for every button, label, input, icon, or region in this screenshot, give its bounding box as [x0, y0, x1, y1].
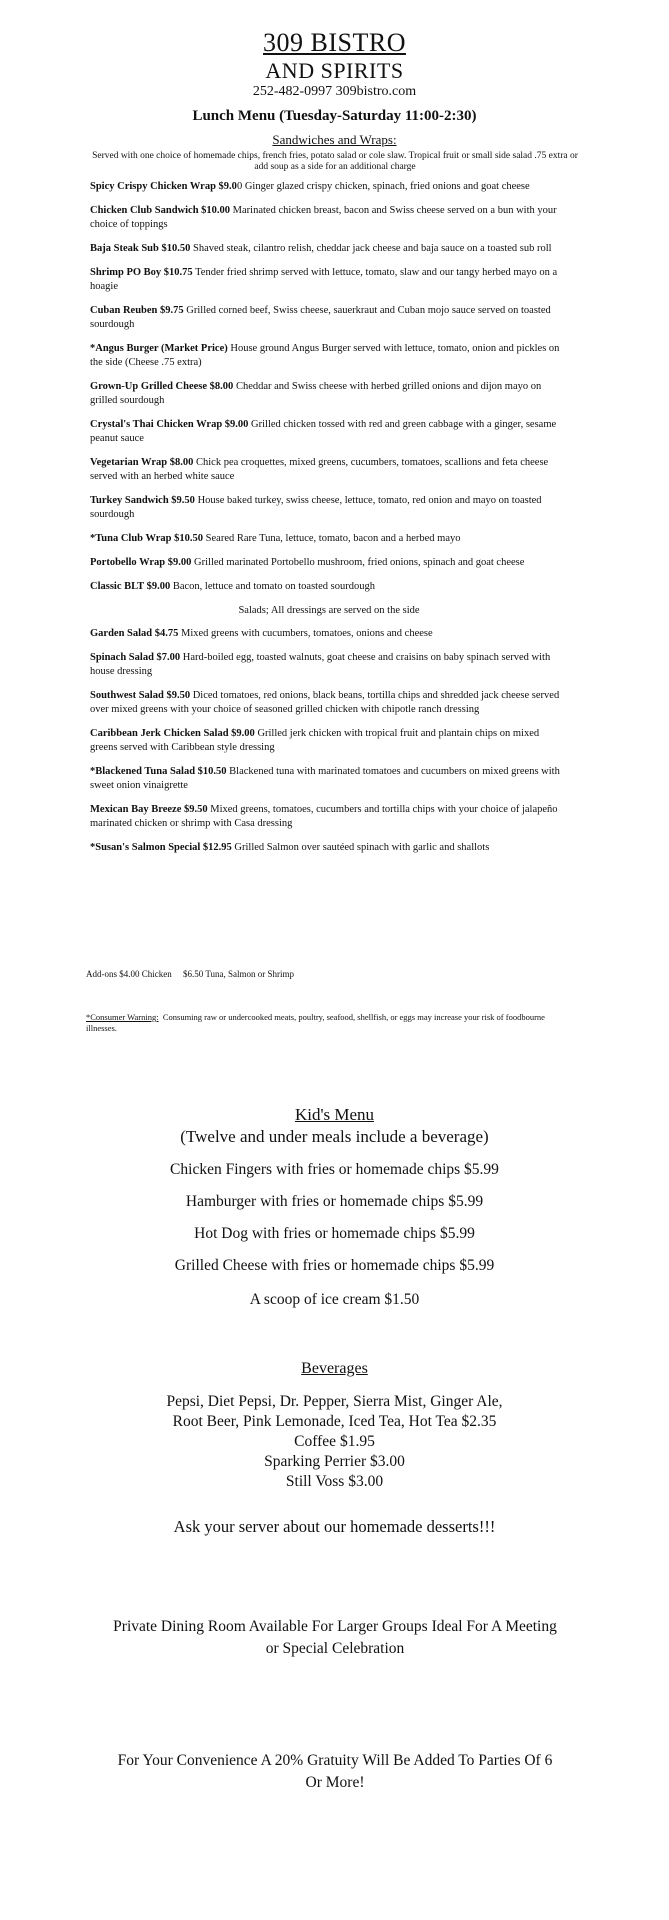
menu-item — [90, 380, 568, 408]
menu-item-description: Grilled chicken tossed with red and green cabbage with a ginger, sesame peanut sauce — [90, 419, 557, 444]
restaurant-name: 309 BISTRO — [263, 28, 406, 57]
desserts-note: Ask your server about our homemade desserts!!! — [173, 1517, 496, 1536]
menu-item-description: Cheddar and Swiss cheese with herbed grilled onions and dijon mayo on grilled sourdough — [90, 381, 542, 406]
gratuity-note: For Your Convenience A 20% Gratuity Will Be Added To Parties Of 6 Or More! — [117, 1752, 553, 1791]
beverage-line: Coffee $1.95 — [294, 1433, 375, 1450]
menu-item-name: Turkey Sandwich $9.50 — [90, 495, 195, 506]
consumer-warning — [86, 1012, 571, 1034]
addons-line: Add-ons $4.00 Chicken $6.50 Tuna, Salmon or Shrimp — [86, 969, 295, 979]
menu-item-name: Portobello Wrap $9.00 — [90, 557, 192, 568]
menu-item-description: Marinated chicken breast, bacon and Swiss cheese served on a bun with your choice of toppings — [90, 205, 557, 230]
menu-items — [90, 180, 568, 865]
menu-item — [90, 494, 568, 522]
menu-item-name: Grown-Up Grilled Cheese $8.00 — [90, 381, 234, 392]
menu-item — [90, 204, 568, 232]
menu-item-description: Grilled Salmon over sautéed spinach with garlic and shallots — [231, 842, 490, 853]
menu-item — [90, 456, 568, 484]
menu-item-description: Grilled jerk chicken with tropical fruit and plantain chips on mixed greens served with Caribbean style dressing — [90, 728, 540, 753]
menu-item-name: *Susan's Salmon Special $12.95 — [90, 842, 232, 853]
menu-item — [90, 266, 568, 294]
menu-item-description: Mixed greens with cucumbers, tomatoes, onions and cheese — [178, 628, 433, 639]
kids-item: Grilled Cheese with fries or homemade chips $5.99 — [174, 1257, 495, 1274]
menu-item — [90, 841, 568, 855]
beverage-line: Sparking Perrier $3.00 — [264, 1453, 405, 1470]
menu-item-name: Baja Steak Sub $10.50 — [90, 243, 191, 254]
menu-item-description: House baked turkey, swiss cheese, lettuce, tomato, red onion and mayo on toasted sourdough — [90, 495, 542, 520]
menu-item-name: *Angus Burger (Market Price) — [90, 343, 228, 354]
menu-item — [90, 627, 568, 641]
salads-heading: Salads; All dressings are served on the side — [238, 605, 420, 616]
menu-item-description: House ground Angus Burger served with lettuce, tomato, onion and pickles on the side (Cheese .75 extra) — [90, 343, 560, 368]
menu-item — [90, 532, 568, 546]
menu-item-description: Bacon, lettuce and tomato on toasted sourdough — [170, 581, 375, 592]
menu-item-description: Chick pea croquettes, mixed greens, cucumbers, tomatoes, scallions and feta cheese served with an herbed white sauce — [90, 457, 549, 482]
served-with-note: Served with one choice of homemade chips, french fries, potato salad or cole slaw. Tropical fruit or small side salad .75 extra or add soup as a side for an additional charge — [92, 151, 578, 172]
menu-item-name: Vegetarian Wrap $8.00 — [90, 457, 194, 468]
beverage-line: Pepsi, Diet Pepsi, Dr. Pepper, Sierra Mist, Ginger Ale, — [166, 1393, 503, 1410]
kids-item: Hamburger with fries or homemade chips $5.99 — [185, 1193, 484, 1210]
menu-item-name: Spicy Crispy Chicken Wrap $9.0 — [90, 181, 237, 192]
menu-item-name: Cuban Reuben $9.75 — [90, 305, 184, 316]
menu-item-description: 0 Ginger glazed crispy chicken, spinach, fried onions and goat cheese — [236, 181, 530, 192]
menu-item — [90, 180, 568, 194]
menu-item-description: Shaved steak, cilantro relish, cheddar jack cheese and baja sauce on a toasted sub roll — [190, 243, 552, 254]
private-dining-note: Private Dining Room Available For Larger Groups Ideal For A Meeting or Special Celebration — [113, 1618, 557, 1657]
menu-item-description: Diced tomatoes, red onions, black beans, tortilla chips and shredded jack cheese served over mixed greens with your choice of seasoned grilled chicken with chipotle ranch dressing — [90, 690, 560, 715]
menu-item-name: Southwest Salad $9.50 — [90, 690, 191, 701]
menu-item-name: Shrimp PO Boy $10.75 — [90, 267, 193, 278]
sandwich-list — [90, 180, 568, 594]
menu-item-name: Caribbean Jerk Chicken Salad $9.00 — [90, 728, 255, 739]
menu-item-description: Grilled corned beef, Swiss cheese, sauerkraut and Cuban mojo sauce served on toasted sourdough — [90, 305, 551, 330]
menu-item — [90, 556, 568, 570]
beverage-line: Root Beer, Pink Lemonade, Iced Tea, Hot Tea $2.35 — [172, 1413, 497, 1430]
kids-menu — [0, 1105, 669, 1309]
sandwiches-heading: Sandwiches and Wraps: — [272, 132, 397, 147]
menu-item-description: Tender fried shrimp served with lettuce, tomato, slaw and our tangy herbed mayo on a hoagie — [90, 267, 558, 292]
menu-item-description: Hard-boiled egg, toasted walnuts, goat cheese and craisins on baby spinach served with house dressing — [90, 652, 551, 677]
menu-item — [90, 765, 568, 793]
menu-item — [90, 803, 568, 831]
kids-item: Chicken Fingers with fries or homemade chips $5.99 — [170, 1161, 499, 1178]
menu-item — [90, 689, 568, 717]
salad-list — [90, 627, 568, 855]
menu-item-description: Seared Rare Tuna, lettuce, tomato, bacon and a herbed mayo — [203, 533, 461, 544]
menu-item-name: Garden Salad $4.75 — [90, 628, 179, 639]
beverages-heading: Beverages — [301, 1360, 368, 1377]
contact-info: 252-482-0997 309bistro.com — [252, 84, 417, 99]
menu-item-name: Classic BLT $9.00 — [90, 581, 171, 592]
menu-item-name: Spinach Salad $7.00 — [90, 652, 181, 663]
menu-item — [90, 580, 568, 594]
menu-item — [90, 304, 568, 332]
kids-item: Hot Dog with fries or homemade chips $5.99 — [194, 1225, 475, 1242]
menu-item — [90, 418, 568, 446]
menu-item — [90, 651, 568, 679]
menu-item-description: Grilled marinated Portobello mushroom, fried onions, spinach and goat cheese — [191, 557, 525, 568]
menu-item-name: Mexican Bay Breeze $9.50 — [90, 804, 208, 815]
menu-item-name: Chicken Club Sandwich $10.00 — [90, 205, 231, 216]
restaurant-subtitle: AND SPIRITS — [265, 58, 404, 83]
kids-item: A scoop of ice cream $1.50 — [249, 1291, 420, 1308]
menu-item-description: Mixed greens, tomatoes, cucumbers and tortilla chips with your choice of jalapeño marinated chicken or shrimp with Casa dressing — [90, 804, 558, 829]
beverages — [0, 1360, 669, 1492]
beverage-line: Still Voss $3.00 — [285, 1473, 384, 1490]
menu-item — [90, 242, 568, 256]
menu-item-name: *Blackened Tuna Salad $10.50 — [90, 766, 227, 777]
menu-item-name: *Tuna Club Wrap $10.50 — [90, 533, 204, 544]
lunch-menu-title: Lunch Menu (Tuesday-Saturday 11:00-2:30) — [192, 108, 477, 124]
kids-menu-subheading: (Twelve and under meals include a beverage) — [180, 1127, 489, 1146]
kids-menu-heading: Kid's Menu — [294, 1105, 375, 1124]
menu-item — [90, 342, 568, 370]
consumer-warning-text: Consuming raw or undercooked meats, poultry, seafood, shellfish, or eggs may increase your risk of foodbourne illnesses. — [86, 1012, 548, 1033]
menu-item-name: Crystal's Thai Chicken Wrap $9.00 — [90, 419, 249, 430]
menu-item — [90, 727, 568, 755]
menu-item-description: Blackened tuna with marinated tomatoes and cucumbers on mixed greens with sweet onion vinaigrette — [90, 766, 560, 791]
consumer-warning-label: *Consumer Warning: — [86, 1012, 159, 1022]
